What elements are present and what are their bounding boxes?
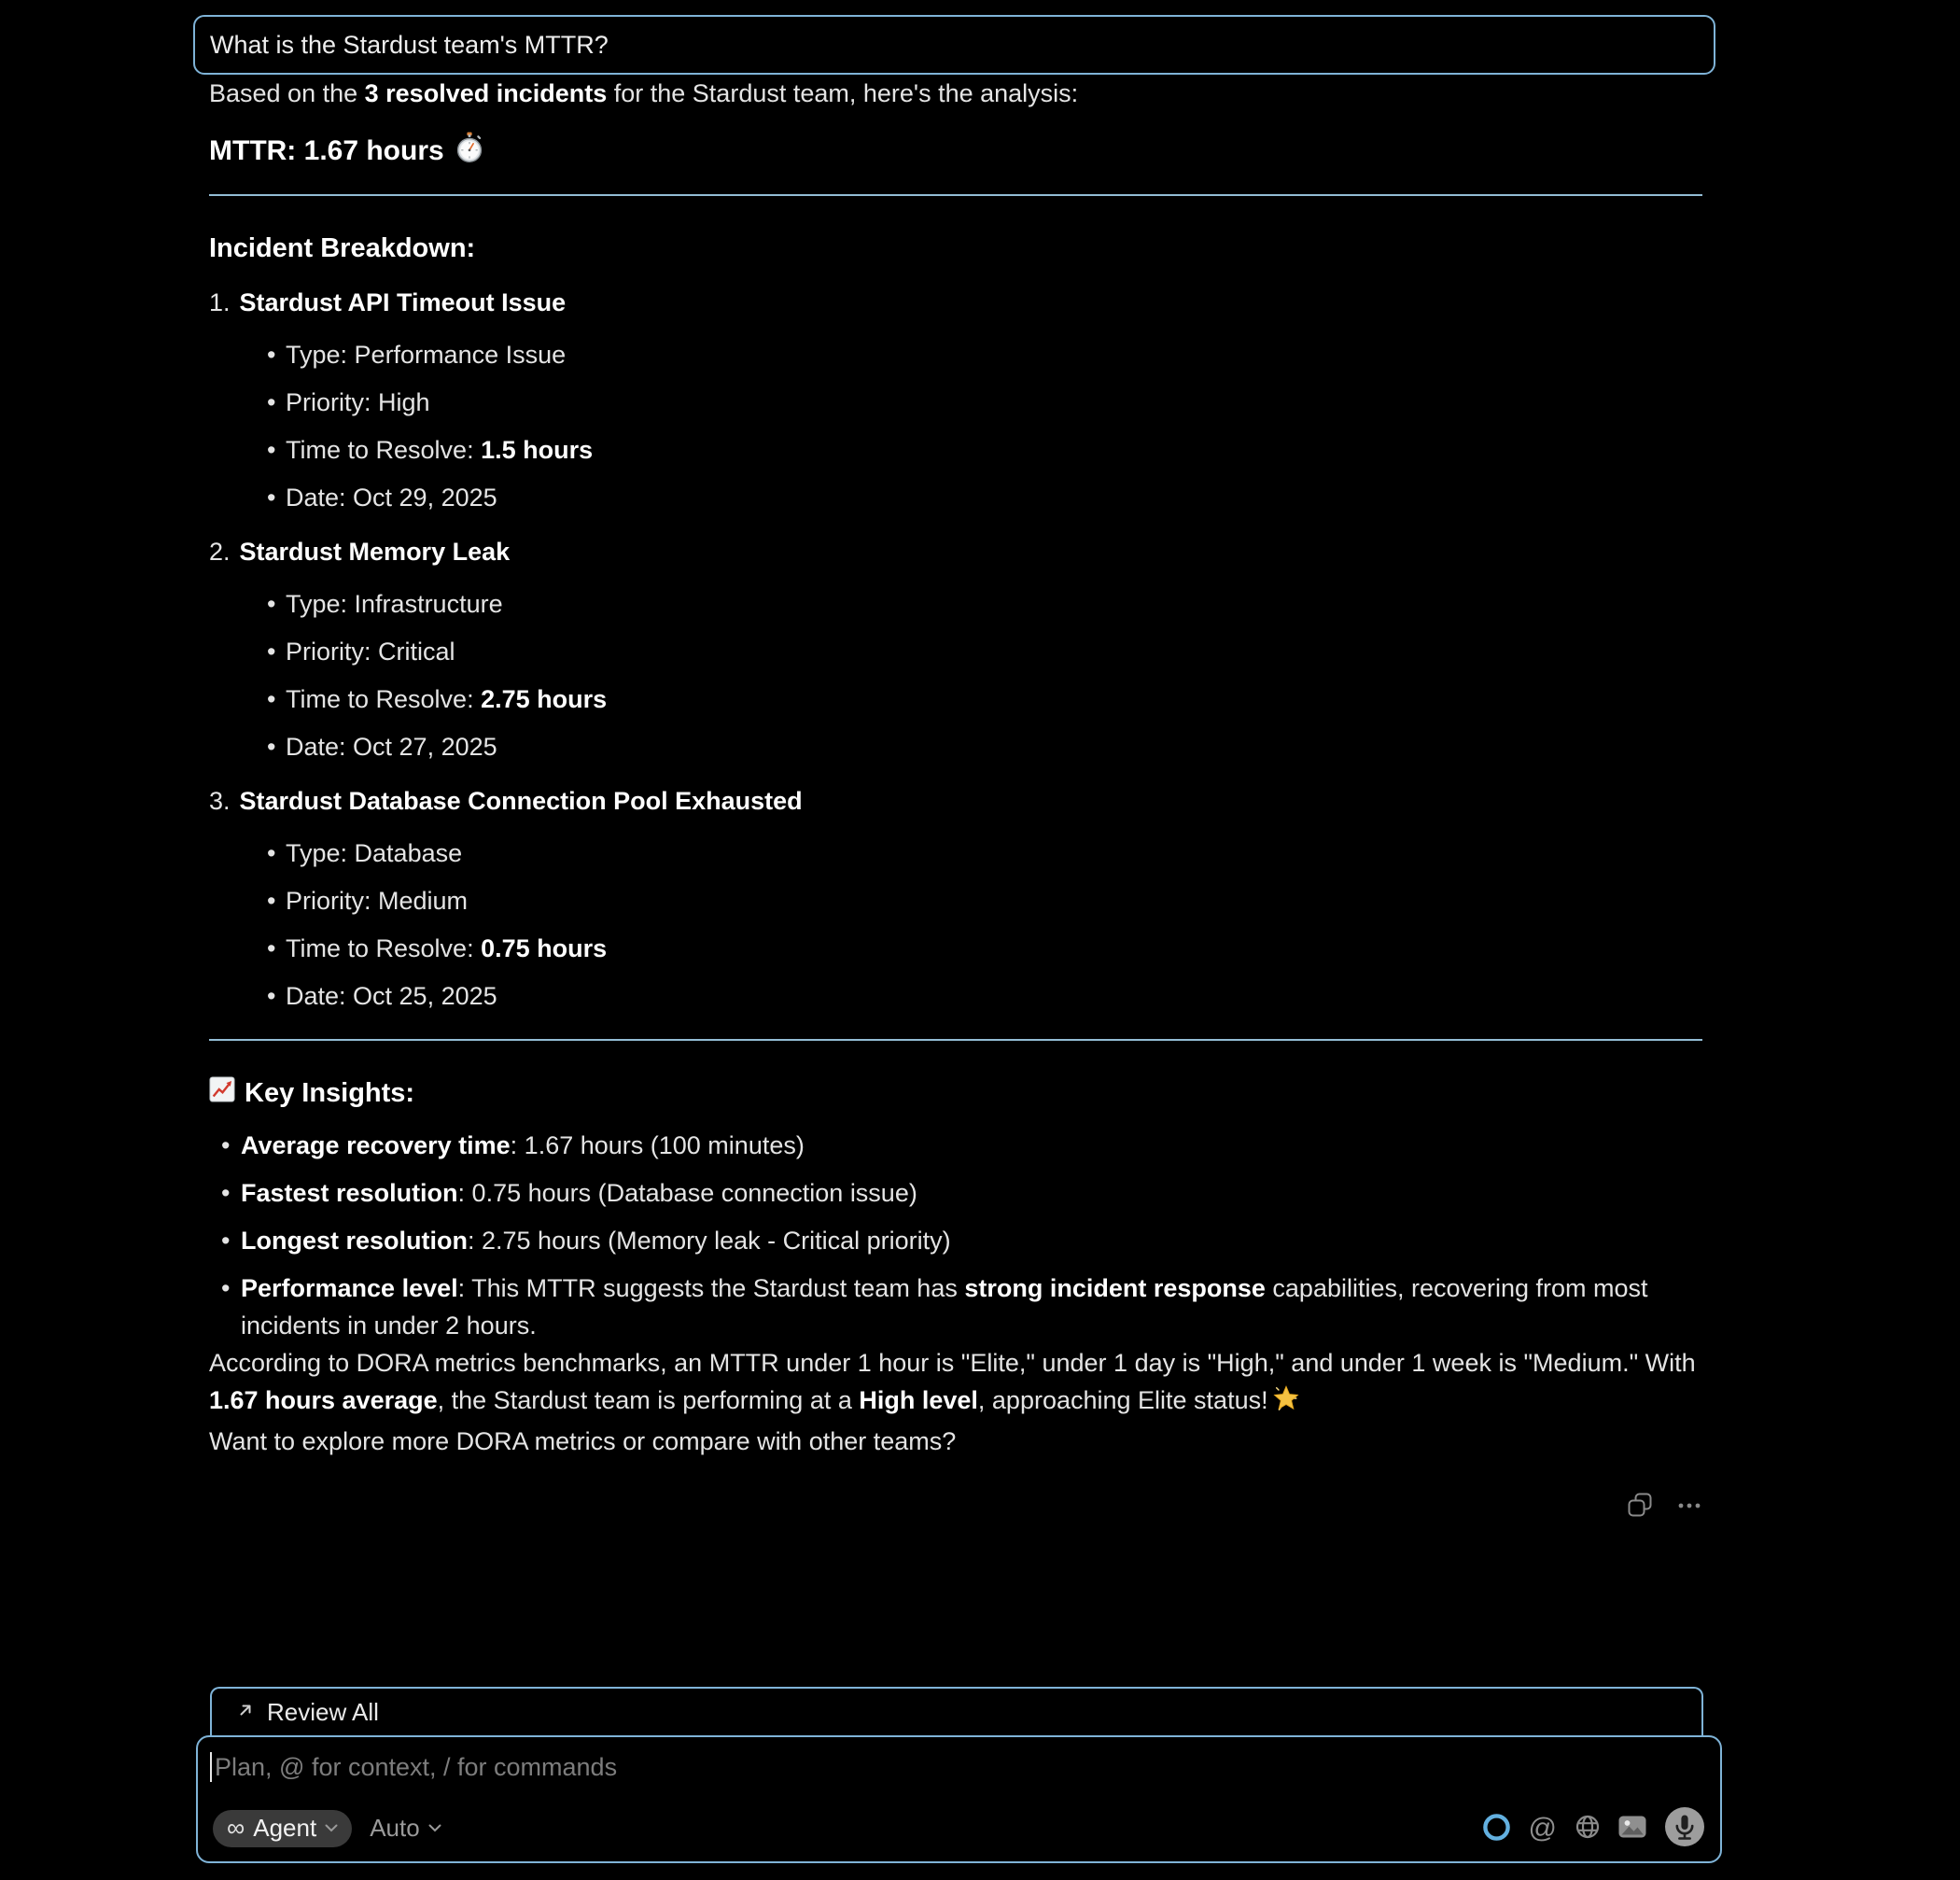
arrow-up-right-icon xyxy=(236,1701,255,1724)
conversation xyxy=(193,15,1715,1522)
review-all-label: Review All xyxy=(267,1697,379,1726)
incident-detail: • Date: Oct 29, 2025 xyxy=(267,479,1702,516)
agent-mode-selector[interactable] xyxy=(213,1810,352,1847)
copy-button[interactable] xyxy=(1626,1491,1654,1522)
at-icon: @ xyxy=(1528,1812,1557,1844)
insights-list xyxy=(209,1127,1702,1344)
model-label: Auto xyxy=(370,1814,420,1842)
insight-item: • Fastest resolution: 0.75 hours (Database connection issue) xyxy=(221,1174,1702,1212)
voice-input-button[interactable] xyxy=(1664,1806,1705,1850)
toolbar-right xyxy=(1482,1806,1705,1850)
composer-toolbar xyxy=(213,1806,1705,1850)
dora-paragraph: According to DORA metrics benchmarks, an MTTR under 1 hour is "Elite," under 1 day is "High," and under 1 week is "Medium." With 1.67 hours average, the Stardust team is performing at a High level, approaching Elite status! xyxy=(209,1344,1702,1423)
breakdown-heading: Incident Breakdown: xyxy=(209,232,476,263)
incident-detail: • Priority: High xyxy=(267,384,1702,421)
stopwatch-emoji xyxy=(455,132,483,171)
incident-detail: • Time to Resolve: 2.75 hours xyxy=(267,680,1702,718)
message-actions xyxy=(209,1491,1704,1522)
incident-title: 1. Stardust API Timeout Issue xyxy=(209,288,567,316)
incident-list xyxy=(209,284,1702,1015)
insight-item: • Longest resolution: 2.75 hours (Memory leak - Critical priority) xyxy=(221,1222,1702,1259)
chevron-down-icon xyxy=(325,1821,338,1835)
insight-item: • Performance level: This MTTR suggests the Stardust team has strong incident response capabilities, recovering from most incidents in under 2 hours. xyxy=(221,1270,1702,1344)
web-search-button[interactable] xyxy=(1575,1814,1601,1843)
usage-ring-icon xyxy=(1482,1813,1511,1845)
assistant-response xyxy=(209,75,1702,1522)
microphone-icon xyxy=(1664,1806,1705,1850)
model-selector[interactable] xyxy=(370,1814,441,1843)
incident-detail: • Time to Resolve: 0.75 hours xyxy=(267,930,1702,967)
incident-detail: • Time to Resolve: 1.5 hours xyxy=(267,431,1702,469)
insight-item: • Average recovery time: 1.67 hours (100 minutes) xyxy=(221,1127,1702,1164)
incident-detail: • Date: Oct 27, 2025 xyxy=(267,728,1702,765)
agent-label: Agent xyxy=(253,1814,317,1842)
mention-context-button[interactable] xyxy=(1528,1812,1557,1844)
incident-detail: • Priority: Critical xyxy=(267,633,1702,670)
ellipsis-icon xyxy=(1676,1499,1702,1513)
incident-title: 2. Stardust Memory Leak xyxy=(209,538,511,566)
glowing-star-emoji xyxy=(1272,1390,1300,1418)
attach-image-button[interactable] xyxy=(1618,1816,1646,1841)
text-caret xyxy=(210,1752,212,1782)
incident-item xyxy=(209,533,1702,765)
toolbar-left xyxy=(213,1810,441,1847)
chevron-down-icon xyxy=(428,1821,441,1835)
more-options-button[interactable] xyxy=(1676,1499,1702,1513)
mttr-heading: MTTR: 1.67 hours xyxy=(209,133,1702,170)
chat-input[interactable] xyxy=(196,1735,1722,1863)
incident-title: 3. Stardust Database Connection Pool Exhausted xyxy=(209,787,803,815)
incident-detail: • Type: Performance Issue xyxy=(267,336,1702,373)
divider xyxy=(209,194,1702,196)
intro-paragraph: Based on the 3 resolved incidents for the Stardust team, here's the analysis: xyxy=(209,79,1079,107)
incident-detail: • Priority: Medium xyxy=(267,882,1702,919)
globe-icon xyxy=(1575,1814,1601,1843)
composer xyxy=(0,1687,1960,1863)
usage-indicator[interactable] xyxy=(1482,1813,1511,1845)
incident-detail: • Type: Database xyxy=(267,835,1702,872)
input-placeholder: Plan, @ for context, / for commands xyxy=(215,1752,618,1781)
incident-detail: • Date: Oct 25, 2025 xyxy=(267,977,1702,1015)
infinity-icon: ∞ xyxy=(227,1814,245,1842)
image-icon xyxy=(1618,1816,1646,1841)
user-message-text: What is the Stardust team's MTTR? xyxy=(210,31,609,59)
key-insights-heading: Key Insights: xyxy=(209,1074,1702,1112)
incident-item xyxy=(209,782,1702,1015)
copy-icon xyxy=(1626,1491,1654,1522)
divider xyxy=(209,1039,1702,1041)
input-line xyxy=(210,1752,617,1782)
user-message-bubble[interactable] xyxy=(193,15,1715,75)
chart-increasing-emoji xyxy=(209,1076,235,1110)
incident-item xyxy=(209,284,1702,516)
followup-question: Want to explore more DORA metrics or compare with other teams? xyxy=(209,1427,957,1455)
incident-detail: • Type: Infrastructure xyxy=(267,585,1702,623)
review-all-bar[interactable] xyxy=(210,1687,1703,1735)
